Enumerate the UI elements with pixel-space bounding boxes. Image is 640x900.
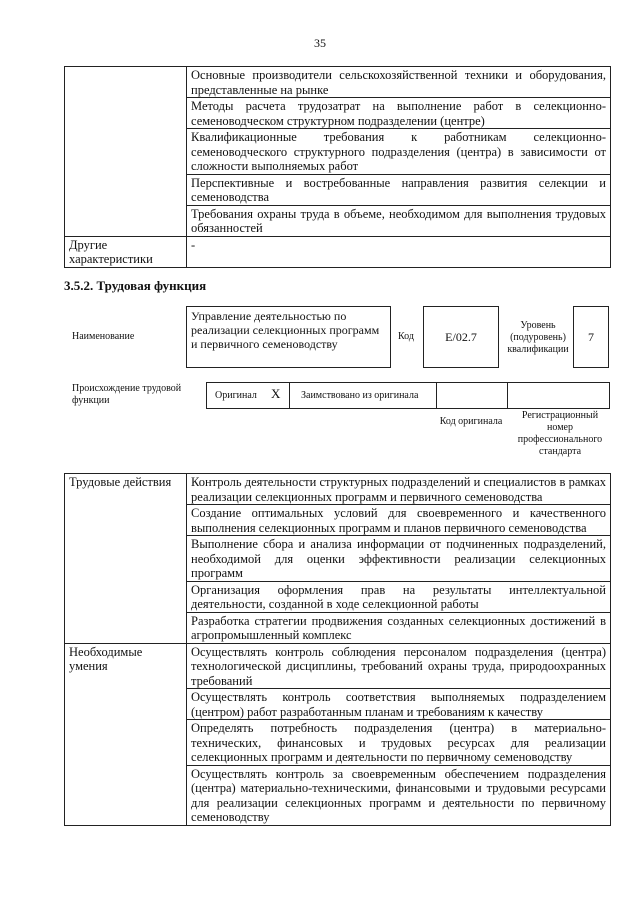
section-heading: 3.5.2. Трудовая функция xyxy=(64,278,207,293)
level-value-box xyxy=(573,306,609,368)
level-value: 7 xyxy=(588,330,594,344)
original-mark: X xyxy=(271,386,281,401)
code-value: E/02.7 xyxy=(445,330,477,344)
group-label: Трудовые действия xyxy=(65,474,187,644)
table-row-text: - xyxy=(187,236,611,267)
action-item: Разработка стратегии продвижения созданных селекционных достижений в агропромышленный комплекс xyxy=(187,612,611,643)
borrowed-label: Заимствовано из оригинала xyxy=(301,390,419,401)
code-caption: Код оригинала xyxy=(439,416,503,427)
table-row-text: Требования охраны труда в объеме, необходимом для выполнения трудовых обязанностей xyxy=(187,205,611,236)
action-item: Выполнение сбора и анализа информации от подчиненных подразделений, необходимой для оценки эффективности реализации селекционных программ xyxy=(187,536,611,582)
origin-label: Происхождение трудовой функции xyxy=(72,383,182,406)
table-label-cell: Другие характеристики xyxy=(65,236,187,267)
action-item: Контроль деятельности структурных подразделений и специалистов в рамках реализации селекционных программ и первичного семеноводства xyxy=(187,474,611,505)
skill-item: Осуществлять контроль соответствия выполняемых подразделением (центром) работ разработанным планам и требованиям к качеству xyxy=(187,689,611,720)
action-item: Организация оформления прав на результаты интеллектуальной деятельности, созданной в ходе селекционной работы xyxy=(187,581,611,612)
code-value-box xyxy=(423,306,499,368)
table-label-cell xyxy=(65,67,187,237)
name-value-box xyxy=(186,306,391,368)
level-label: Уровень (подуровень) квалификации xyxy=(507,320,569,355)
page-number: 35 xyxy=(314,36,326,50)
reg-caption: Регистрационный номер профессионального стандарта xyxy=(517,410,603,457)
name-label: Наименование xyxy=(72,331,135,342)
function-table xyxy=(64,473,611,826)
skill-item: Осуществлять контроль за своевременным обеспечением подразделения (центра) материально-техническими, финансовыми и трудовыми ресурсами для реализации селекционных программ и деятельности по первичному семеноводству xyxy=(187,765,611,825)
table-row-text: Основные производители сельскохозяйственной техники и оборудования, представленные на рынке xyxy=(187,67,611,98)
original-label: Оригинал xyxy=(215,390,257,401)
name-value: Управление деятельностью по реализации селекционных программ и первичного семеноводству xyxy=(191,309,380,351)
origin-row xyxy=(206,382,610,409)
skill-item: Определять потребность подразделения (центра) в материально-технических, финансовых и трудовых ресурсах для реализации селекционных программ и деятельности по первичному семеноводству xyxy=(187,720,611,766)
table-row-text: Методы расчета трудозатрат на выполнение работ в селекционно-семеноводческом структурном подразделении (центре) xyxy=(187,98,611,129)
skill-item: Осуществлять контроль соблюдения персоналом подразделения (центра) технологической дисциплины, требований охраны труда, природоохранных требований xyxy=(187,643,611,689)
code-label: Код xyxy=(398,331,414,342)
table-row-text: Квалификационные требования к работникам селекционно-семеноводческого структурного подразделения (центра) в зависимости от сложности выполняемых работ xyxy=(187,129,611,175)
action-item: Создание оптимальных условий для своевременного и качественного выполнения селекционных программ и планов первичного семеноводства xyxy=(187,505,611,536)
group-label: Необходимые умения xyxy=(65,643,187,825)
knowledge-table xyxy=(64,66,611,268)
table-row-text: Перспективные и востребованные направления развития селекции и семеноводства xyxy=(187,174,611,205)
